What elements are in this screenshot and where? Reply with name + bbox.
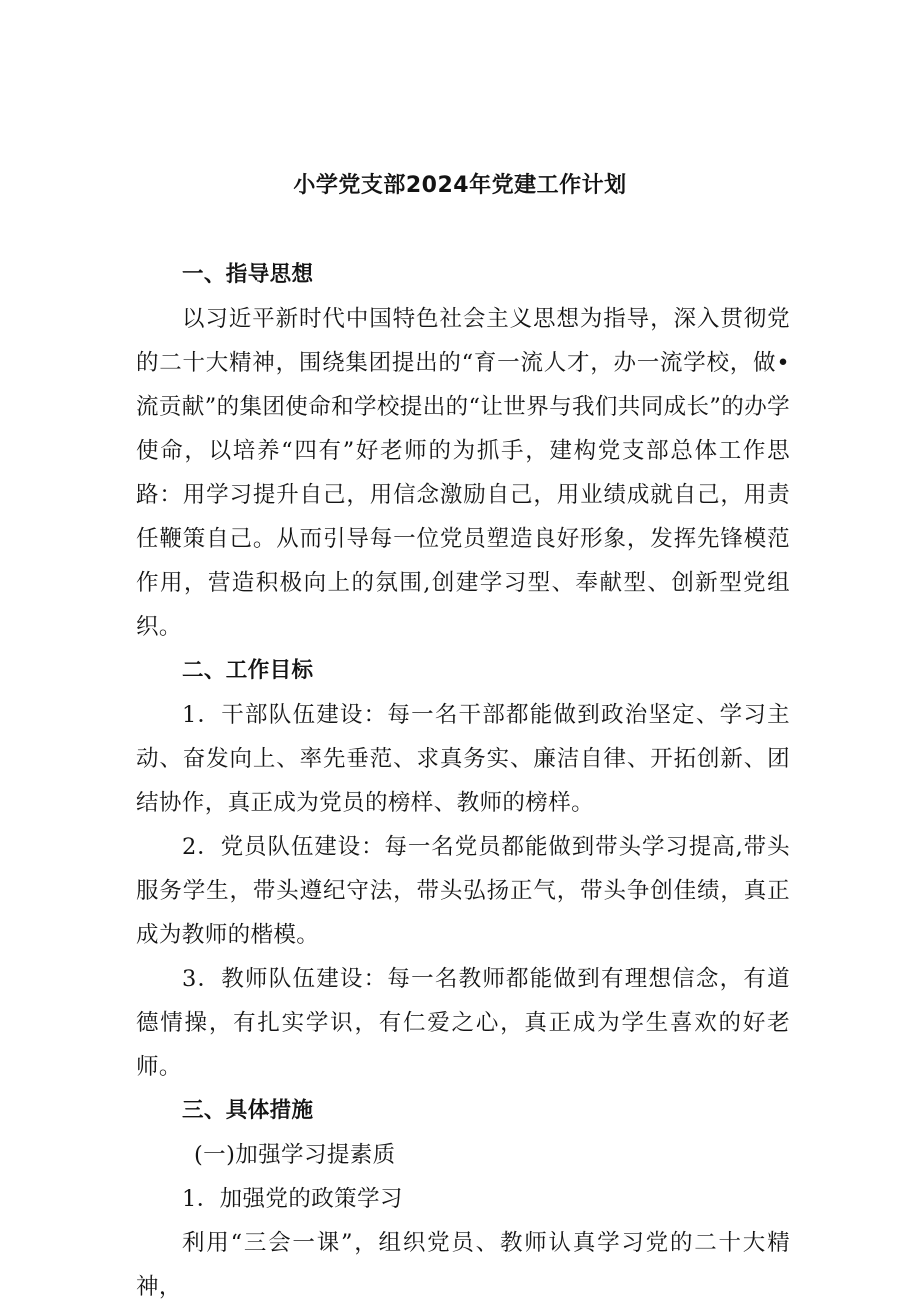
subheading-strengthen-study: (一)加强学习提素质: [194, 1142, 396, 1168]
document-title: 小学党支部2024年党建工作计划: [293, 173, 627, 198]
section-heading-work-goals: 二、工作目标: [182, 658, 314, 683]
document-body: [136, 253, 790, 1309]
section-heading-specific-measures: 三、具体措施: [182, 1098, 314, 1123]
item-policy-study: 1．加强党的政策学习: [182, 1186, 403, 1212]
paragraph-party-member-team: 2．党员队伍建设：每一名党员都能做到带头学习提高,带头服务学生，带头遵纪守法，带头弘扬正气，带头争创佳绩，真正成为教师的楷模。: [136, 834, 790, 948]
paragraph-cadre-team: 1．干部队伍建设：每一名干部都能做到政治坚定、学习主动、奋发向上、率先垂范、求真务实、廉洁自律、开拓创新、团结协作，真正成为党员的榜样、教师的榜样。: [136, 702, 790, 816]
section-heading-guiding-ideology: 一、指导思想: [182, 262, 314, 287]
paragraph-guiding-ideology: 以习近平新时代中国特色社会主义思想为指导，深入贯彻党的二十大精神，围绕集团提出的“育一流人才，办一流学校，做•流贡献”的集团使命和学校提出的“让世界与我们共同成长”的办学使命，以培养“四有”好老师的为抓手，建构党支部总体工作思路：用学习提升自己，用信念激励自己，用业绩成就自己，用责任鞭策自己。从而引导每一位党员塑造良好形象，发挥先锋模范作用，营造积极向上的氛围,创建学习型、奉献型、创新型党组织。: [136, 306, 791, 640]
paragraph-teacher-team: 3．教师队伍建设：每一名教师都能做到有理想信念，有道德情操，有扎实学识，有仁爱之心，真正成为学生喜欢的好老师。: [136, 966, 790, 1080]
paragraph-three-meetings: 利用“三会一课”，组织党员、教师认真学习党的二十大精神，: [136, 1230, 790, 1300]
